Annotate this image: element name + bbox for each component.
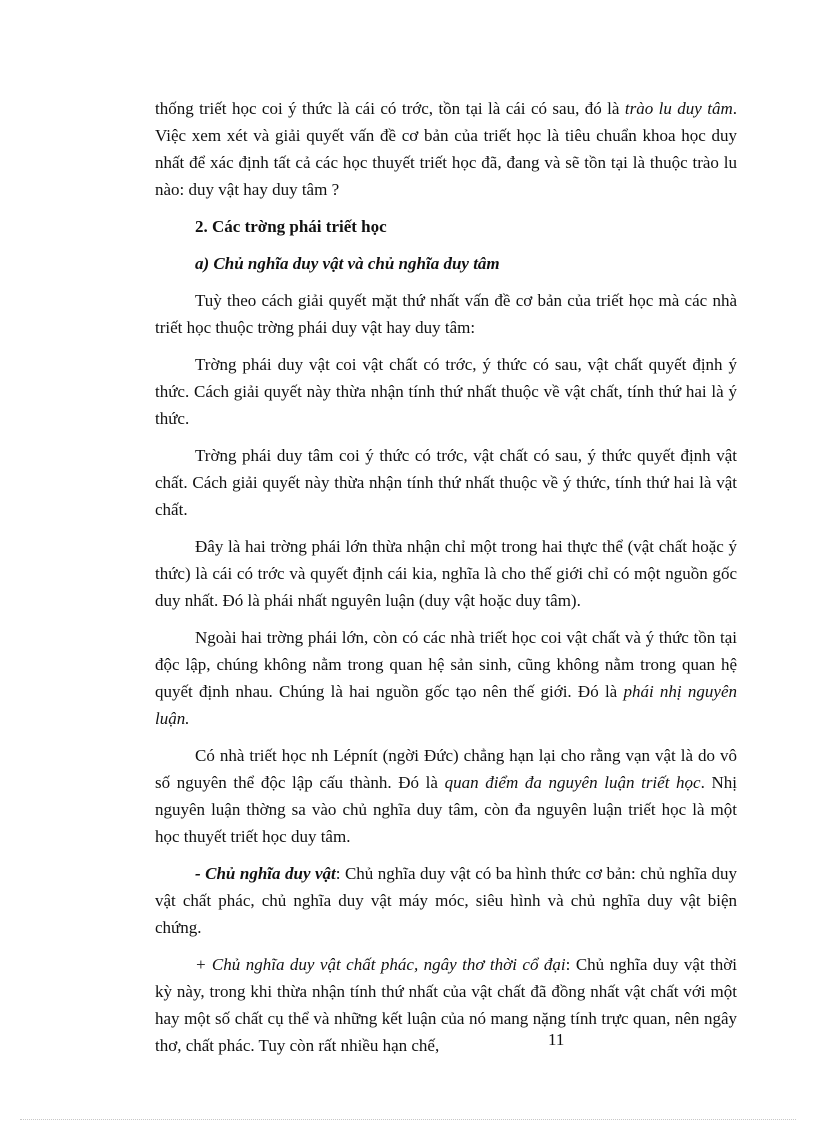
text-run: . Nhị nguyên luận thờng sa vào chủ nghĩa duy tâm, còn đa nguyên luận triết học là một học thuyết triết học duy tâm.: [155, 773, 737, 846]
text-run: : Chủ nghĩa duy vật có ba hình thức cơ bản: chủ nghĩa duy vật chất phác, chủ nghĩa duy vật máy móc, siêu hình và chủ nghĩa duy vật biện chứng.: [155, 864, 737, 937]
subsection-heading: a) Chủ nghĩa duy vật và chủ nghĩa duy tâm: [195, 254, 500, 273]
section-heading: 2. Các trờng phái triết học: [195, 217, 387, 236]
paragraph-naive-materialism: [155, 951, 737, 1059]
paragraph-materialism: Trờng phái duy vật coi vật chất có trớc, ý thức có sau, vật chất quyết định ý thức. Cách giải quyết này thừa nhận tính thứ nhất thuộc về vật chất, tính thứ hai là ý thức.: [155, 355, 737, 428]
bold-italic-text: - Chủ nghĩa duy vật: [195, 864, 336, 883]
text-run: . Việc xem xét và giải quyết vấn đề cơ bản của triết học là tiêu chuẩn khoa học duy nhất để xác định tất cả các học thuyết triết học đã, đang và sẽ tồn tại là thuộc trào lu nào: duy vật hay duy tâm ?: [155, 99, 738, 199]
page-divider: [20, 1119, 796, 1120]
emphasis-text: phái nhị nguyên luận.: [155, 682, 737, 728]
paragraph-monism: Đây là hai trờng phái lớn thừa nhận chỉ một trong hai thực thể (vật chất hoặc ý thức) là cái có trớc và quyết định cái kia, nghĩa là cho thế giới chỉ có một nguồn gốc duy nhất. Đó là phái nhất nguyên luận (duy vật hoặc duy tâm).: [155, 537, 737, 610]
emphasis-text: quan điểm đa nguyên luận triết học: [444, 773, 701, 792]
paragraph-pluralism: [155, 742, 737, 850]
paragraph-dualism: [155, 624, 737, 732]
paragraph-idealism: Trờng phái duy tâm coi ý thức có trớc, vật chất có sau, ý thức quyết định vật chất. Cách giải quyết này thừa nhận tính thứ nhất thuộc về ý thức, tính thứ hai là vật chất.: [155, 446, 737, 519]
emphasis-text: + Chủ nghĩa duy vật chất phác, ngây thơ thời cổ đại: [195, 955, 566, 974]
document-body: [155, 95, 737, 1069]
text-run: : Chủ nghĩa duy vật thời kỳ này, trong khi thừa nhận tính thứ nhất của vật chất đã đồng nhất vật chất với một hay một số chất cụ thể và những kết luận của nó mang nặng tính trực quan, nên ngây thơ, chất phác. Tuy còn rất nhiều hạn chế,: [155, 955, 737, 1055]
emphasis-text: trào lu duy tâm: [624, 99, 733, 118]
paragraph-materialism-forms: [155, 860, 737, 941]
text-run: thống triết học coi ý thức là cái có trớc, tồn tại là cái có sau, đó là: [155, 99, 625, 118]
text-run: Có nhà triết học nh Lépnít (ngời Đức) chẳng hạn lại cho rằng vạn vật là do vô số nguyên thể độc lập cấu thành. Đó là: [155, 746, 737, 792]
text-run: Ngoài hai trờng phái lớn, còn có các nhà triết học coi vật chất và ý thức tồn tại độc lập, chúng không nằm trong quan hệ sản sinh, cũng không nằm trong quan hệ quyết định nhau. Chúng là hai nguồn gốc tạo nên thế giới. Đó là: [155, 628, 737, 701]
page-number: 11: [548, 1030, 565, 1049]
paragraph-schools: Tuỳ theo cách giải quyết mặt thứ nhất vấn đề cơ bản của triết học mà các nhà triết học thuộc trờng phái duy vật hay duy tâm:: [155, 291, 737, 337]
paragraph-intro: [155, 95, 737, 203]
